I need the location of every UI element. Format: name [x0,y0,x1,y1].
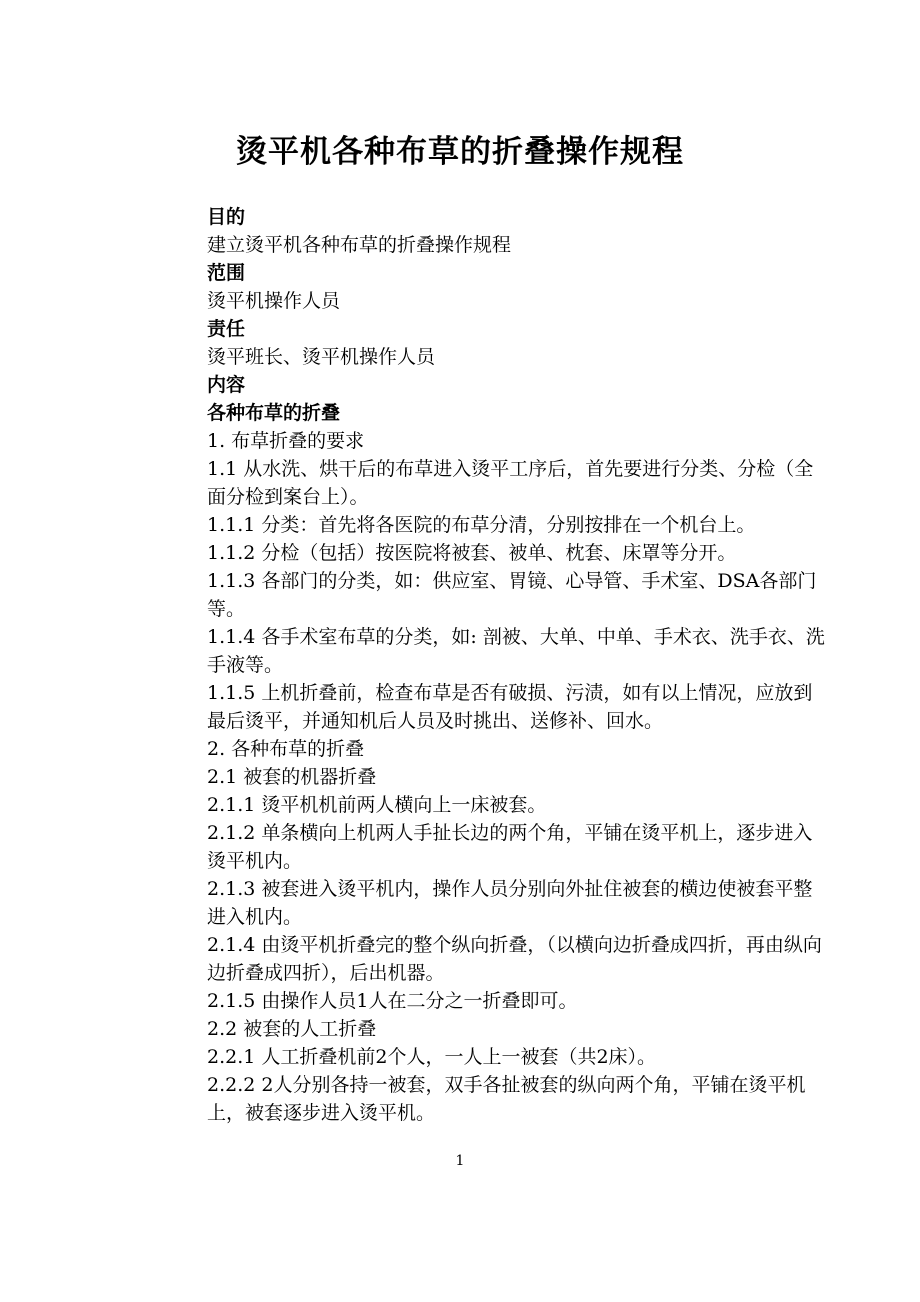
paragraph: 2.1 被套的机器折叠 [207,766,377,788]
section-heading: 目的 [207,206,246,228]
paragraph: 2.1.4 由烫平机折叠完的整个纵向折叠，（以横向边折叠成四折，再由纵向边折叠成四折），后出机器。 [207,934,822,984]
paragraph: 1.1.5 上机折叠前，检查布草是否有破损、污渍，如有以上情况，应放到最后烫平，并通知机后人员及时挑出、送修补、回水。 [207,682,813,732]
section-heading: 责任 [207,318,246,340]
document-body [207,203,827,1127]
section-heading: 范围 [207,262,246,284]
section-heading: 各种布草的折叠 [207,402,341,424]
paragraph: 2.1.3 被套进入烫平机内，操作人员分别向外扯住被套的横边使被套平整进入机内。 [207,878,813,928]
page-number: 1 [455,1153,465,1169]
paragraph: 烫平班长、烫平机操作人员 [207,346,436,368]
paragraph: 2.1.5 由操作人员1人在二分之一折叠即可。 [207,990,578,1012]
paragraph: 2. 各种布草的折叠 [207,738,365,760]
paragraph: 1.1.1 分类：首先将各医院的布草分清，分别按排在一个机台上。 [207,514,756,536]
paragraph: 2.2 被套的人工折叠 [207,1018,377,1040]
document-title: 烫平机各种布草的折叠操作规程 [236,134,684,170]
paragraph: 1.1.3 各部门的分类，如：供应室、胃镜、心导管、手术室、DSA各部门等。 [207,570,817,620]
paragraph: 2.1.2 单条横向上机两人手扯长边的两个角，平铺在烫平机上，逐步进入烫平机内。 [207,822,813,872]
paragraph: 建立烫平机各种布草的折叠操作规程 [207,234,512,256]
section-heading: 内容 [207,374,246,396]
paragraph: 2.2.2 2人分别各持一被套，双手各扯被套的纵向两个角，平铺在烫平机上，被套逐步进入烫平机。 [207,1074,806,1124]
paragraph: 1. 布草折叠的要求 [207,430,365,452]
paragraph: 烫平机操作人员 [207,290,341,312]
paragraph: 1.1.4 各手术室布草的分类，如: 剖被、大单、中单、手术衣、洗手衣、洗手液等。 [207,626,825,676]
paragraph: 2.2.1 人工折叠机前2个人，一人上一被套（共2床）。 [207,1046,657,1068]
paragraph: 1.1 从水洗、烘干后的布草进入烫平工序后，首先要进行分类、分检（全面分检到案台上）。 [207,458,814,508]
paragraph: 1.1.2 分检（包括）按医院将被套、被单、枕套、床罩等分开。 [207,542,737,564]
paragraph: 2.1.1 烫平机机前两人横向上一床被套。 [207,794,547,816]
